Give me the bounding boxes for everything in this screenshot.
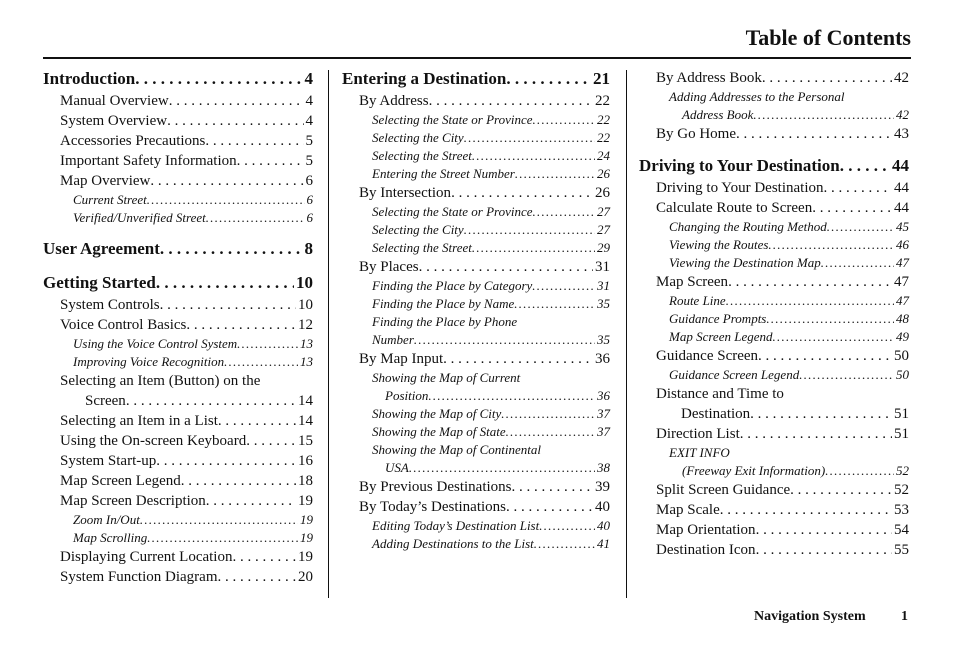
toc-entry[interactable]: System Function Diagram . . . 20 (43, 567, 313, 587)
column-divider-2 (626, 70, 627, 598)
toc-subentry-line1[interactable]: Finding the Place by Phone (372, 314, 518, 329)
toc-subentry-line1[interactable]: EXIT INFO (669, 445, 730, 460)
toc-subentry[interactable]: Zoom In/Out . . . 19 (43, 511, 313, 529)
toc-entry-line1[interactable]: Distance and Time to (656, 385, 784, 402)
toc-subentry-line1[interactable]: Showing the Map of Continental (372, 442, 541, 457)
toc-entry[interactable]: System Start-up . . . 16 (43, 451, 313, 471)
title-rule (43, 57, 911, 59)
toc-subentry[interactable]: Selecting the Street . . . 24 (342, 147, 610, 165)
footer-label: Navigation System (754, 609, 866, 624)
toc-entry[interactable]: Guidance Screen . . . 50 (639, 346, 909, 366)
toc-subentry[interactable]: Changing the Routing Method . . . 45 (639, 218, 909, 236)
toc-entry[interactable]: Map Orientation . . . 54 (639, 520, 909, 540)
toc-entry[interactable]: Map Scale . . . 53 (639, 500, 909, 520)
toc-entry[interactable]: Map Screen Legend . . . 18 (43, 471, 313, 491)
toc-entry[interactable]: Calculate Route to Screen . . . 44 (639, 198, 909, 218)
toc-subentry-line1[interactable]: Showing the Map of Current (372, 370, 521, 385)
toc-subentry[interactable]: Viewing the Routes . . . 46 (639, 236, 909, 254)
toc-entry[interactable]: Direction List . . . 51 (639, 424, 909, 444)
toc-entry[interactable]: Accessories Precautions . . . 5 (43, 131, 313, 151)
toc-entry[interactable]: Displaying Current Location . . . 19 (43, 547, 313, 567)
toc-subentry[interactable]: Selecting the Street . . . 29 (342, 239, 610, 257)
toc-subentry[interactable]: Showing the Map of State . . . 37 (342, 423, 610, 441)
toc-entry[interactable]: Map Screen Description . . . 19 (43, 491, 313, 511)
toc-entry[interactable]: By Today’s Destinations . . . 40 (342, 497, 610, 517)
toc-subentry[interactable]: Showing the Map of City . . . 37 (342, 405, 610, 423)
toc-entry[interactable]: By Previous Destinations . . . 39 (342, 477, 610, 497)
toc-subentry[interactable]: Route Line . . . 47 (639, 292, 909, 310)
toc-subentry[interactable]: Viewing the Destination Map . . . 47 (639, 254, 909, 272)
page-title: Table of Contents (745, 25, 911, 50)
toc-subentry[interactable]: Current Street . . . 6 (43, 191, 313, 209)
toc-subentry[interactable]: Finding the Place by Name . . . 35 (342, 295, 610, 313)
toc-subentry[interactable]: Finding the Place by Category . . . 31 (342, 277, 610, 295)
toc-subentry[interactable]: Improving Voice Recognition . . . 13 (43, 353, 313, 371)
toc-subentry[interactable]: Number . . . 35 (342, 331, 610, 349)
toc-section-entering-destination[interactable]: Entering a Destination . . . 21 (342, 66, 610, 91)
column-divider-1 (328, 70, 329, 598)
toc-section-user-agreement[interactable]: User Agreement . . . 8 (43, 236, 313, 261)
toc-subentry[interactable]: (Freeway Exit Information) . . . 52 (639, 462, 909, 480)
toc-entry[interactable]: Important Safety Information . . . 5 (43, 151, 313, 171)
toc-entry[interactable]: System Overview . . . 4 (43, 111, 313, 131)
toc-subentry[interactable]: Selecting the City . . . 22 (342, 129, 610, 147)
toc-entry-line1[interactable]: Selecting an Item (Button) on the (60, 372, 261, 389)
toc-subentry[interactable]: Selecting the State or Province . . . 22 (342, 111, 610, 129)
toc-entry[interactable]: By Address Book . . . 42 (639, 68, 909, 88)
toc-subentry[interactable]: Guidance Prompts . . . 48 (639, 310, 909, 328)
toc-entry[interactable]: Split Screen Guidance . . . 52 (639, 480, 909, 500)
toc-subentry[interactable]: Map Scrolling . . . 19 (43, 529, 313, 547)
toc-section-introduction[interactable]: Introduction . . . 4 (43, 66, 313, 91)
toc-entry[interactable]: Using the On-screen Keyboard . . . 15 (43, 431, 313, 451)
toc-subentry[interactable]: Map Screen Legend . . . 49 (639, 328, 909, 346)
toc-entry[interactable]: Screen . . . 14 (43, 391, 313, 411)
toc-column-3 (639, 66, 909, 560)
toc-subentry[interactable]: USA . . . 38 (342, 459, 610, 477)
toc-entry[interactable]: Map Overview . . . 6 (43, 171, 313, 191)
toc-subentry[interactable]: Verified/Unverified Street . . . 6 (43, 209, 313, 227)
toc-column-2 (342, 66, 610, 553)
toc-subentry[interactable]: Adding Destinations to the List . . . 41 (342, 535, 610, 553)
toc-entry[interactable]: Destination Icon . . . 55 (639, 540, 909, 560)
toc-entry[interactable]: Selecting an Item in a List . . . 14 (43, 411, 313, 431)
toc-entry[interactable]: Voice Control Basics . . . 12 (43, 315, 313, 335)
toc-subentry-line1[interactable]: Adding Addresses to the Personal (669, 89, 845, 104)
toc-entry[interactable]: Map Screen . . . 47 (639, 272, 909, 292)
toc-entry[interactable]: System Controls . . . 10 (43, 295, 313, 315)
toc-entry[interactable]: Manual Overview . . . 4 (43, 91, 313, 111)
page-number: 1 (901, 609, 908, 624)
toc-subentry[interactable]: Address Book . . . 42 (639, 106, 909, 124)
toc-subentry[interactable]: Selecting the State or Province . . . 27 (342, 203, 610, 221)
toc-entry[interactable]: Driving to Your Destination . . . 44 (639, 178, 909, 198)
toc-subentry[interactable]: Selecting the City . . . 27 (342, 221, 610, 239)
toc-entry[interactable]: Destination . . . 51 (639, 404, 909, 424)
toc-column-1 (43, 66, 313, 587)
toc-subentry[interactable]: Guidance Screen Legend . . . 50 (639, 366, 909, 384)
toc-subentry[interactable]: Position . . . 36 (342, 387, 610, 405)
toc-section-getting-started[interactable]: Getting Started . . . 10 (43, 270, 313, 295)
toc-subentry[interactable]: Using the Voice Control System . . . 13 (43, 335, 313, 353)
toc-section-driving[interactable]: Driving to Your Destination . . . 44 (639, 153, 909, 178)
toc-subentry[interactable]: Entering the Street Number . . . 26 (342, 165, 610, 183)
toc-entry[interactable]: By Intersection . . . 26 (342, 183, 610, 203)
toc-entry[interactable]: By Go Home . . . 43 (639, 124, 909, 144)
toc-entry[interactable]: By Places . . . 31 (342, 257, 610, 277)
toc-entry[interactable]: By Address . . . 22 (342, 91, 610, 111)
toc-entry[interactable]: By Map Input . . . 36 (342, 349, 610, 369)
toc-subentry[interactable]: Editing Today’s Destination List . . . 40 (342, 517, 610, 535)
